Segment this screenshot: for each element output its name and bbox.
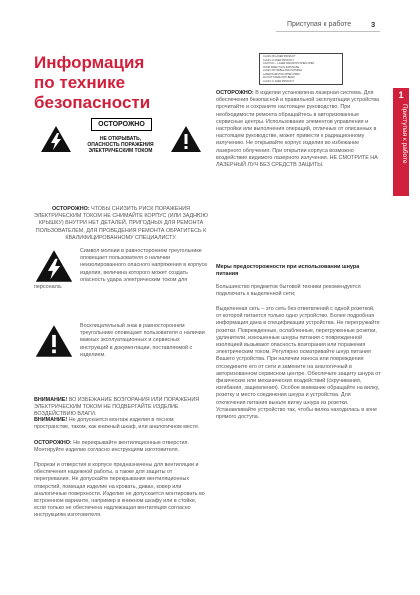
lightning-symbol-text: Символ молнии в равностороннем треугольнике оповещает пользователя о наличии неизолированного опасного напряжения в корпусе изделия, величина которого может создать опасность удара электрическим током для персонала. <box>34 248 208 291</box>
caution-label: ОСТОРОЖНО: <box>216 90 254 96</box>
caution-text: ЧТОБЫ СНИЗИТЬ РИСК ПОРАЖЕНИЯ ЭЛЕКТРИЧЕСКИМ ТОКОМ НЕ СНИМАЙТЕ КОРПУС (ИЛИ ЗАДНЮЮ КРЫШКУ) ВНУТРИ НЕТ ДЕТАЛЕЙ, ПРИГОДНЫХ ДЛЯ РЕМОНТА ПОЛЬЗОВАТЕЛЕМ, ДЛЯ ПРОВЕДЕНИЯ РЕМОНТА ОБРАТИТЕСЬ К КВАЛИФИЦИРОВАННОМУ СПЕЦИАЛИСТУ. <box>34 206 208 241</box>
running-header-title: Приступая к работе <box>287 21 352 28</box>
exclamation-triangle-icon <box>34 324 74 358</box>
page-title-line: Информация <box>34 53 145 72</box>
ventilation-paragraph: Прорези и отверстия в корпусе предназначены для вентиляции и обеспечения надежной работы, а также для защиты от перегревания. Не допускайте перекрывания вентиляционных отверстий, помещая изделие на кровать, диван, ковер или аналогичные поверхности. Изделие не допускается монтировать во встроенном варианте, например в книжном шкафу или в стойке, если только не обеспечена надлежащая вентиляция согласно инструкциям изготовителя. <box>34 462 205 519</box>
laser-label-line: CLASS 3R LASER PRODUCT <box>263 55 296 58</box>
warning-body-line: ЭЛЕКТРИЧЕСКИМ ТОКОМ <box>88 148 153 154</box>
warning-body-line: НЕ ОТКРЫВАТЬ, <box>99 136 142 142</box>
lightning-symbol-explanation <box>34 248 208 291</box>
installation-warning <box>34 417 208 431</box>
caution-label: ОСТОРОЖНО: <box>34 440 72 446</box>
power-cord-paragraph: Большинство предметов бытовой техники рекомендуется подключать к выделенной сети; <box>216 284 361 298</box>
exclamation-triangle-icon <box>170 125 202 153</box>
page-title-line: безопасности <box>34 93 151 112</box>
laser-label-line: CLASS 1 LASER PRODUCT <box>263 79 294 83</box>
chapter-number: 1 <box>398 90 404 100</box>
header-rule <box>276 31 380 32</box>
ventilation-caution <box>34 440 208 454</box>
chapter-side-tab <box>393 88 409 196</box>
laser-label-line: AVOID DIRECT EYE EXPOSURE <box>263 65 300 69</box>
page-title-line: по технике <box>34 73 126 92</box>
warning-label: ВНИМАНИЕ! <box>34 397 68 403</box>
page-title <box>34 53 184 113</box>
exclamation-symbol-explanation <box>34 323 208 359</box>
power-cord-paragraph: Выделенная сеть – это сеть без ответвлений с одной розеткой, от которой питается только одно устройство. Более подробная информация дана в спецификации устройства. Не перегружайте розетки. Поврежденные, ослабленные, перегруженные розетки, удлинители, изношенные шнуры питания с поврежденной изоляцией вызывают опасность возгорания или поражения электрическим током. Регулярно осматривайте шнур питания Вашего устройства. При наличии износа или повреждения отсоедините его от сети и замените на аналогичный в авторизованном сервисном центре. Обеспечьте защиту шнура от физических или механических воздействий (скручивания, изгибания, защемления). Особое внимание обращайте на вилку, розетку и место соединения шнура и устройства. Для отключения питания выньте вилку шнура из розетки. Устанавливайте устройство так, чтобы вилка находилась в зоне прямого доступа. <box>216 306 381 421</box>
warning-body-line: ОПАСНОСТЬ ПОРАЖЕНИЯ <box>87 142 154 148</box>
caution-text: Не перекрывайте вентиляционные отверстия. Монтируйте изделие согласно инструкциям изготовителя. <box>34 440 189 454</box>
chapter-label: Приступая к работе <box>401 104 408 164</box>
lightning-triangle-icon <box>34 249 74 283</box>
laser-label-line: CAUTION — LASER RADIATION WHEN OPEN <box>263 62 315 65</box>
laser-label-line: DO NOT STARE INTO BEAM <box>263 76 295 79</box>
laser-warning-label <box>259 53 343 85</box>
warning-text: Не допускается монтаж изделия в тесном пространстве, таком, как книжный шкаф, или аналогичном месте. <box>34 417 200 431</box>
caution-label: ОСТОРОЖНО: <box>51 206 90 212</box>
warning-text: ВО ИЗБЕЖАНИЕ ВОЗГОРАНИЯ ИЛИ ПОРАЖЕНИЯ ЭЛЕКТРИЧЕСКИМ ТОКОМ НЕ ПОДВЕРГАЙТЕ ИЗДЕЛИЕ ВОЗДЕЙСТВИЮ ВЛАГИ. <box>34 397 200 418</box>
warning-label: ВНИМАНИЕ! <box>34 417 68 423</box>
power-cord-heading: Меры предосторожности при использовании шнура питания <box>216 264 360 278</box>
laser-label-line: LASER RADIATION WHEN OPEN <box>263 72 300 76</box>
moisture-warning <box>34 397 208 419</box>
warning-body <box>79 136 162 154</box>
caution-paragraph <box>34 206 208 242</box>
laser-label-line: CLASS 1 LASER PRODUCT <box>263 58 294 62</box>
laser-label-line: CLASS 3R VISIBLE AND INVISIBLE <box>263 69 302 72</box>
page-number: 3 <box>371 20 376 29</box>
warning-label: ОСТОРОЖНО <box>91 118 152 131</box>
warning-box <box>34 115 208 194</box>
laser-caution-text: В изделии установлена лазерная система. Для обеспечения безопасной и правильной эксплуатации устройства прочитайте и сохраните настоящее руководство. При необходимости ремонта обращайтесь в авторизованные сервисные центры. Использование элементов управления и настройки или выполнения операций, отличных от описанных в настоящем руководстве, может привести к радиационному излучению. Не открывайте корпус изделия во избежание лазерного облучения. При открытии корпуса возможно воздействие видимого лазерного излучения. НЕ СМОТРИТЕ НА ЛАЗЕРНЫЙ ЛУЧ БЕЗ СРЕДСТВ ЗАЩИТЫ. <box>216 90 380 169</box>
laser-caution-paragraph <box>216 90 381 169</box>
exclamation-symbol-text: Восклицательный знак в равностороннем треугольнике оповещает пользователя о наличии важных эксплуатационных и сервисных инструкций в документации, поставляемой с изделием. <box>80 323 205 358</box>
lightning-triangle-icon <box>40 125 72 153</box>
